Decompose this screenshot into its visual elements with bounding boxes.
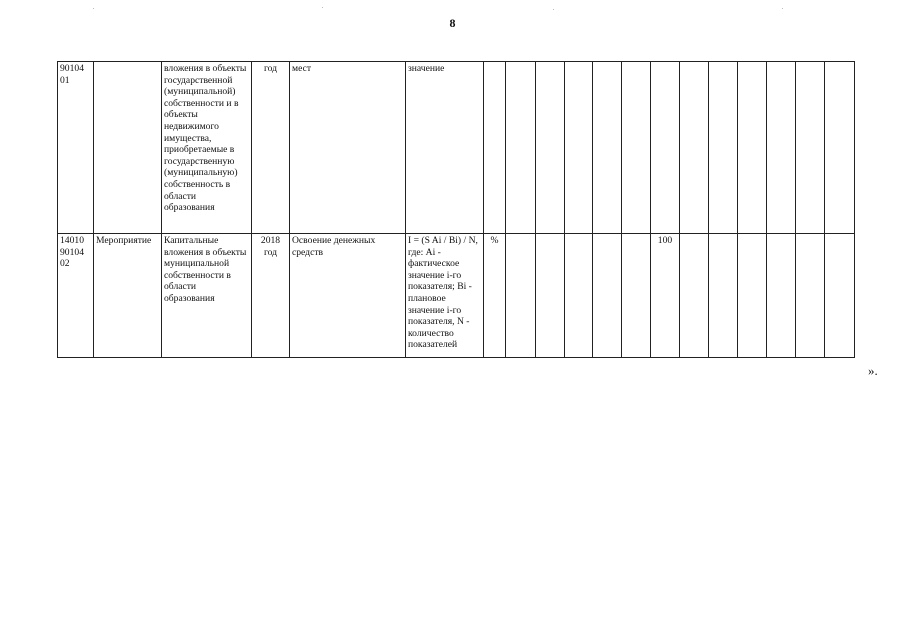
code-cell: 14010 90104 02 <box>58 234 94 358</box>
value-cell <box>593 62 622 234</box>
value-cell: 100 <box>651 234 680 358</box>
value-cell <box>738 62 767 234</box>
year-cell: год <box>252 62 290 234</box>
value-cell <box>651 62 680 234</box>
value-cell <box>796 234 825 358</box>
value-cell <box>593 234 622 358</box>
year-cell: 2018 год <box>252 234 290 358</box>
value-cell <box>796 62 825 234</box>
value-cell <box>825 234 855 358</box>
value-cell <box>767 62 796 234</box>
scan-speck <box>322 7 323 8</box>
formula-cell: I = (S Ai / Bi) / N, где: Ai - фактическое значение i-го показателя; Bi - плановое значение i-го показателя, N - количество показателей <box>406 234 484 358</box>
value-cell <box>767 234 796 358</box>
scan-speck <box>93 8 94 9</box>
value-cell <box>536 62 565 234</box>
value-cell <box>506 62 536 234</box>
formula-cell: значение <box>406 62 484 234</box>
code-cell: 90104 01 <box>58 62 94 234</box>
page-number: 8 <box>449 16 456 30</box>
unit-cell: % <box>484 234 506 358</box>
closing-quote-mark: ». <box>868 363 878 378</box>
table-row <box>58 234 855 358</box>
value-cell <box>622 234 651 358</box>
kind-cell: Мероприятие <box>94 234 162 358</box>
kind-cell <box>94 62 162 234</box>
scan-speck <box>553 9 554 10</box>
value-cell <box>565 234 593 358</box>
value-cell <box>680 62 709 234</box>
value-cell <box>506 234 536 358</box>
name-cell: Капитальные вложения в объекты муниципальной собственности в области образования <box>162 234 252 358</box>
name-cell: вложения в объекты государственной (муниципальной) собственности и в объекты недвижимого имущества, приобретаемые в государственную (муниципальную) собственность в области образования <box>162 62 252 234</box>
value-cell <box>825 62 855 234</box>
value-cell <box>709 234 738 358</box>
indicator-cell: мест <box>290 62 406 234</box>
indicator-cell: Освоение денежных средств <box>290 234 406 358</box>
value-cell <box>680 234 709 358</box>
value-cell <box>536 234 565 358</box>
table-row <box>58 62 855 234</box>
value-cell <box>738 234 767 358</box>
scan-speck <box>782 8 783 9</box>
value-cell <box>565 62 593 234</box>
value-cell <box>622 62 651 234</box>
value-cell <box>709 62 738 234</box>
unit-cell <box>484 62 506 234</box>
indicators-table <box>57 61 855 358</box>
